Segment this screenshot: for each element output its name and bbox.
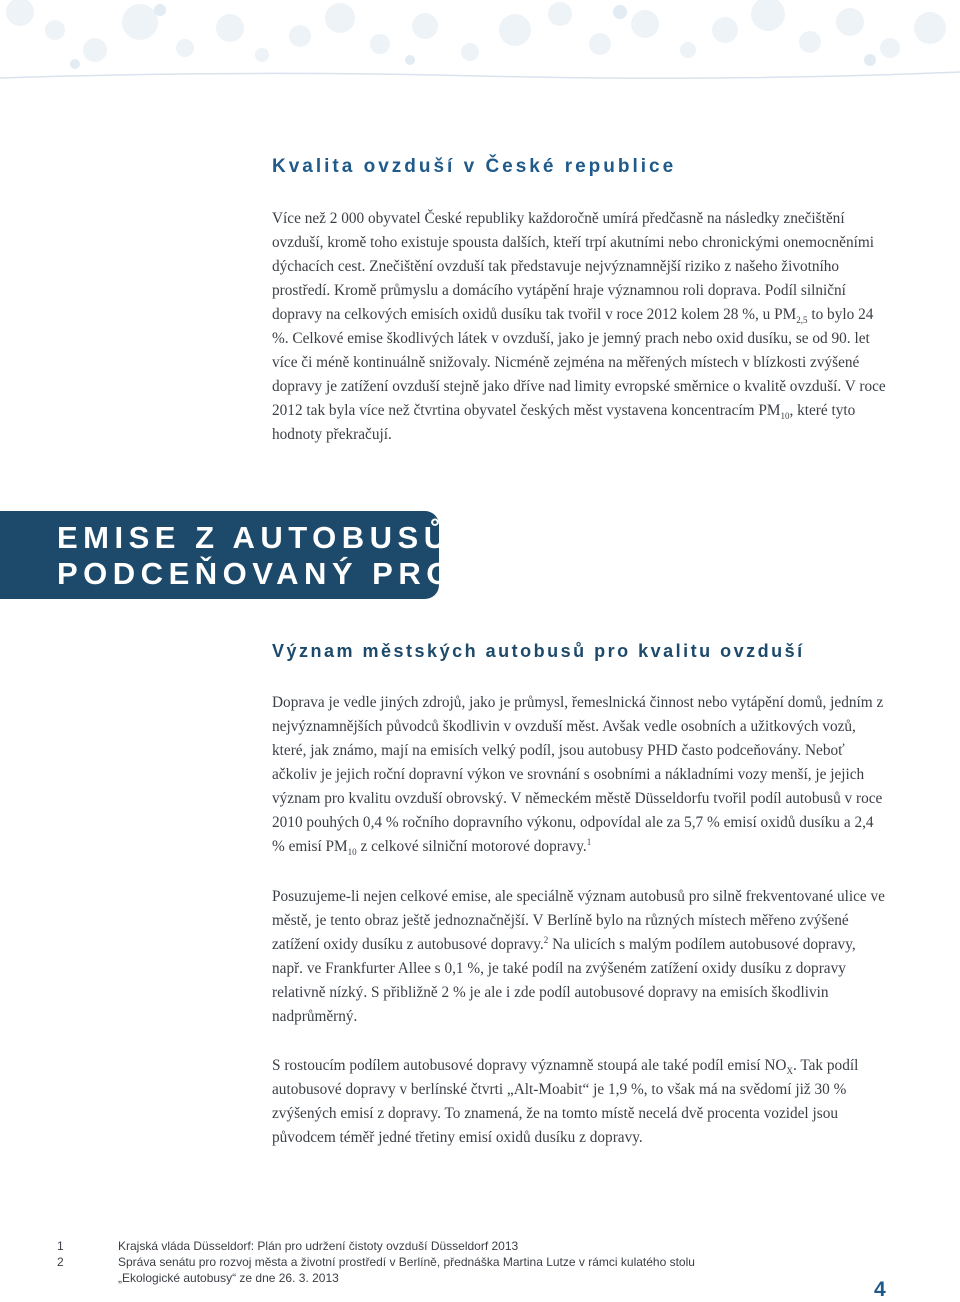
text-segment: , které tyto hodnoty překračují.	[272, 402, 856, 443]
text-segment: 10	[347, 847, 357, 858]
text-segment: 2	[543, 934, 549, 945]
text-segment: 1	[586, 836, 592, 847]
text-segment: Více než 2 000 obyvatel České republiky každoročně umírá předčasně na následky znečištění ovzduší, kromě toho existuje spousta dalších, kteří trpí akutními nebo chronickými onemocněními dýchacích cest. Znečištění ovzduší tak představuje nejvýznamnější riziko z našeho životního prostředí. Kromě průmyslu a domácího vytápění hraje významnou roli doprava. Podíl silniční dopravy na celkových emisích oxidů dusíku tak tvořil v roce 2012 kolem 28 %, u PM	[272, 210, 874, 323]
footnote-2-text: Správa senátu pro rozvoj města a životní prostředí v Berlíně, přednáška Martina Lutze v rámci kulatého stolu	[118, 1255, 695, 1269]
text-segment: Posuzujeme-li nejen celkové emise, ale speciálně význam autobusů pro silně frekventované ulice ve městě, je tento obraz ještě jednoznačnější. V Berlíně bylo na různých místech měřeno zvýšené zatížení oxidy dusíku z autobusové dopravy.	[272, 888, 885, 953]
paragraph-bus-importance	[272, 691, 890, 859]
text-segment: S rostoucím podílem autobusové dopravy významně stoupá ale také podíl emisí NO	[272, 1057, 787, 1074]
paragraph-air-quality	[272, 207, 890, 447]
footnote-2-text-continued: „Ekologické autobusy“ ze dne 26. 3. 2013	[118, 1271, 339, 1285]
header-decoration	[0, 0, 960, 90]
footnote-1-text: Krajská vláda Düsseldorf: Plán pro udržení čistoty ovzduší Düsseldorf 2013	[118, 1239, 519, 1253]
footnote-1-number: 1	[57, 1239, 64, 1253]
text-segment: to bylo 24 %. Celkové emise škodlivých látek v ovzduší, jako je jemný prach nebo oxid dusíku, se od 90. let více či méně kontinuálně snižovaly. Nicméně zejména na měřených místech v blízkosti zvýšené dopravy je zatížení ovzduší stejně jako dříve nad limity evropské směrnice o kvalitě ovzduší. V roce 2012 tak byla více než čtvrtina obyvatel českých měst vystavena koncentracím PM	[272, 306, 886, 419]
section-heading-bus-importance: Význam městských autobusů pro kvalitu ovzduší	[272, 641, 805, 661]
section-banner	[0, 511, 566, 599]
text-segment: X	[786, 1066, 793, 1077]
text-segment: . Tak podíl autobusové dopravy v berlínské čtvrti „Alt-Moabit“ je 1,9 %, to však má na svědomí již 30 % zvýšených emisí z dopravy. To znamená, že na tomto místě necelá dvě procenta vozidel jsou původcem téměř jedné třetiny emisí oxidů dusíku z dopravy.	[272, 1057, 859, 1146]
text-segment: Na ulicích s malým podílem autobusové dopravy, např. ve Frankfurter Allee s 0,1 %, je také podíl na zvýšeném zatížení oxidy dusíku z dopravy relativně nízký. S přibližně 2 % je ale i zde podíl autobusové dopravy na emisích škodlivin nadprůměrný.	[272, 936, 856, 1025]
text-segment: 2,5	[796, 315, 808, 326]
page-number: 4	[874, 1278, 886, 1301]
footnote-2-number: 2	[57, 1255, 64, 1269]
banner-line-1: EMISE Z AUTOBUSŮ –	[57, 520, 489, 555]
text-segment: 10	[780, 411, 790, 422]
text-segment: z celkové silniční motorové dopravy.	[356, 838, 587, 855]
paragraph-berlin	[272, 885, 890, 1029]
text-segment: Doprava je vedle jiných zdrojů, jako je průmysl, řemeslnická činnost nebo vytápění domů, jedním z nejvýznamnějších původců škodlivin v ovzduší měst. Avšak vedle osobních a užitkových vozů, které, jak známo, mají na emisích velký podíl, jsou autobusy PHD často podceňovány. Neboť ačkoliv je jejich roční dopravní výkon ve srovnání s osobními a nákladními vozy menší, je jejich význam pro kvalitu ovzduší obrovský. V německém městě Düsseldorfu tvořil podíl autobusů v roce 2010 pouhých 0,4 % ročního dopravního výkonu, odpovídal ale za 5,7 % emisí oxidů dusíku a 2,4 % emisí PM	[272, 694, 884, 855]
section-heading-air-quality: Kvalita ovzduší v České republice	[272, 156, 677, 177]
paragraph-nox	[272, 1054, 890, 1150]
banner-line-2: PODCEŇOVANÝ PROBLÉM	[57, 556, 566, 591]
